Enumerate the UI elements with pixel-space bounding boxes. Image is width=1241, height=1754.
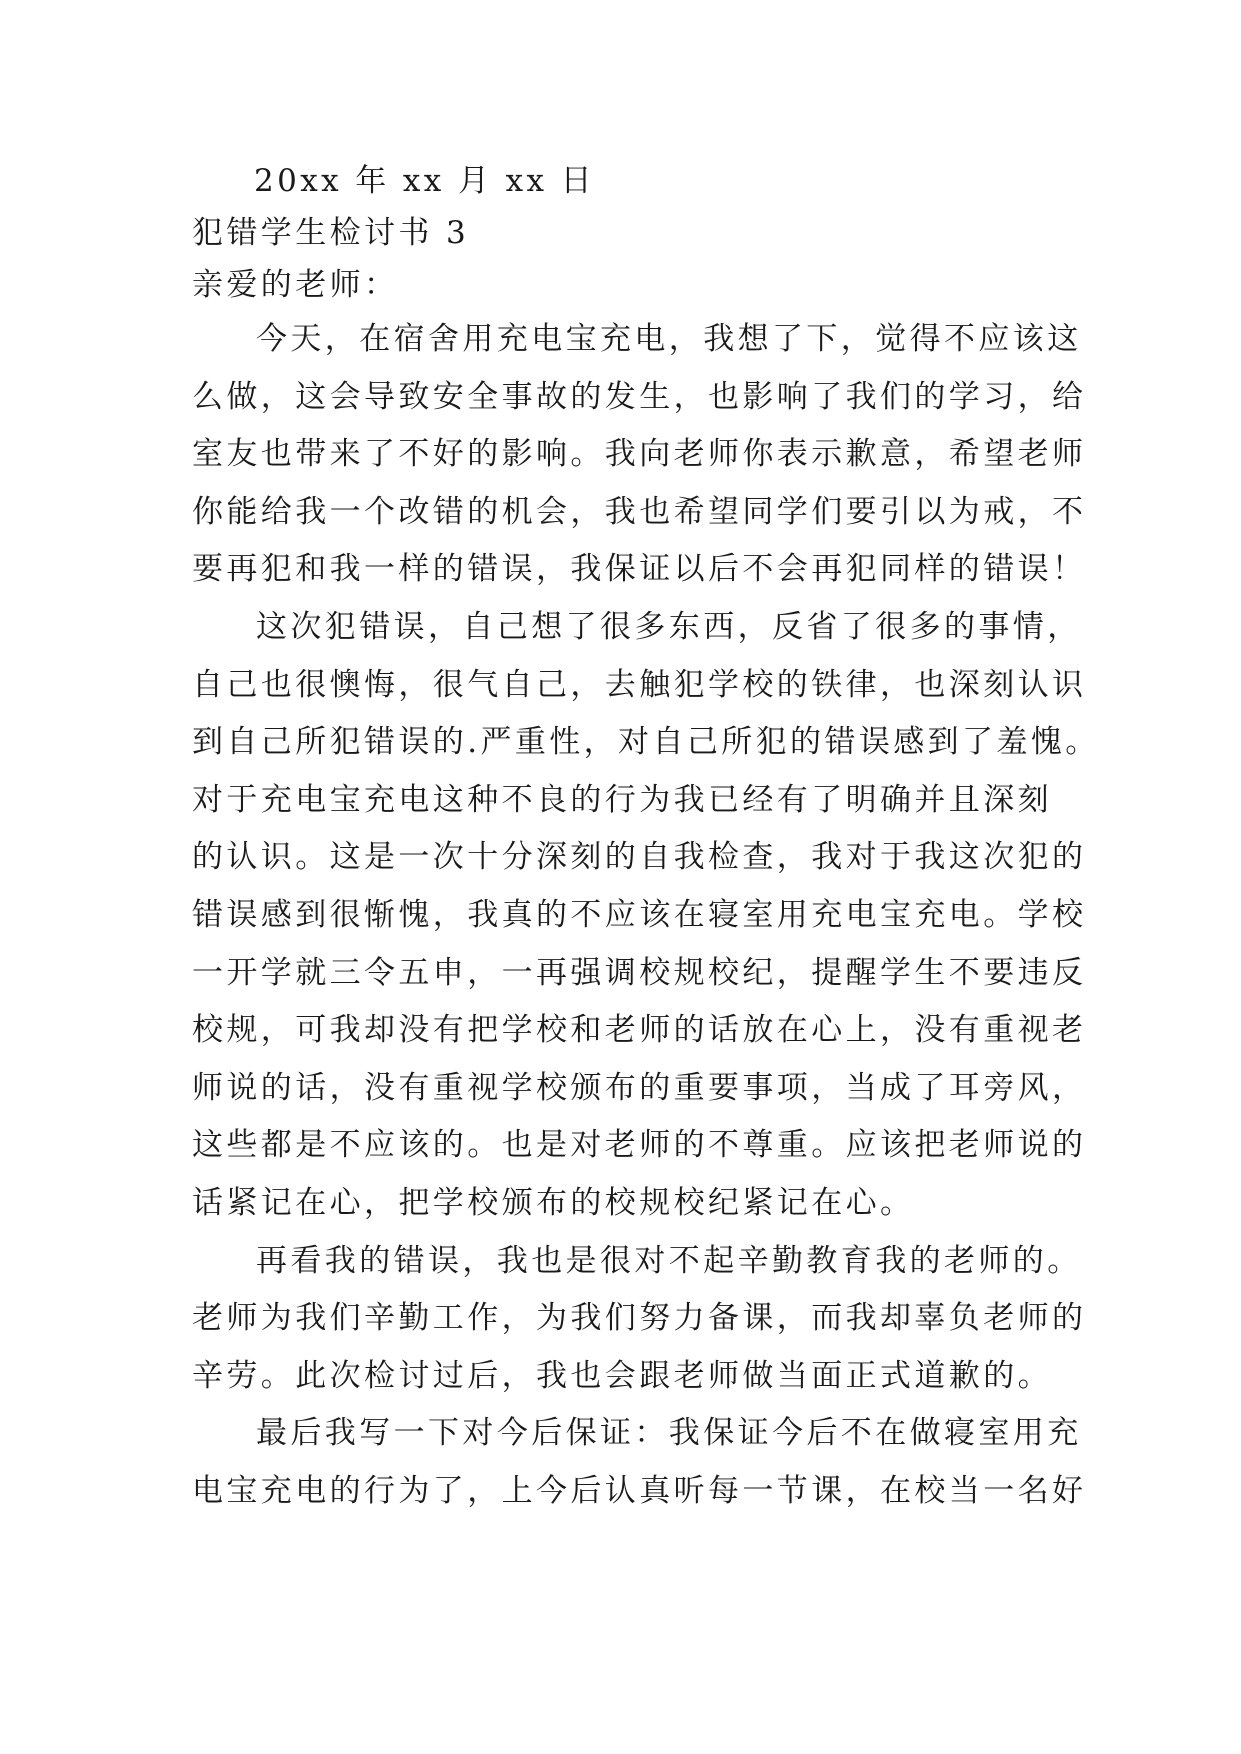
text-line: 今天，在宿舍用充电宝充电，我想了下，觉得不应该这: [256, 321, 1082, 357]
document-body: [192, 311, 1100, 1520]
text-line: 这次犯错误，自己想了很多东西，反省了很多的事情，: [256, 608, 1082, 645]
paragraph-2: [192, 599, 1100, 1233]
paragraph-4: [192, 1405, 1087, 1520]
text-line: 错误感到很惭愧，我真的不应该在寝室用充电宝充电。学校: [192, 896, 1087, 933]
text-line: 的认识。这是一次十分深刻的自我检查，我对于我这次犯的: [192, 839, 1087, 876]
text-line: 话紧记在心，把学校颁布的校规校纪紧记在心。: [192, 1184, 915, 1221]
text-line: 电宝充电的行为了，上今后认真听每一节课，在校当一名好: [192, 1472, 1087, 1509]
document-content: [192, 155, 1100, 1520]
text-line: 你能给我一个改错的机会，我也希望同学们要引以为戒，不: [192, 493, 1087, 530]
text-line: 一开学就三令五申，一再强调校规校纪，提醒学生不要违反: [192, 954, 1087, 991]
salutation: 亲爱的老师：: [192, 267, 399, 303]
text-line: 对于充电宝充电这种不良的行为我已经有了明确并且深刻: [192, 781, 1052, 818]
document-date: 20xx 年 xx 月 xx 日: [254, 163, 596, 199]
paragraph-3: [192, 1233, 1087, 1406]
paragraph-1: [192, 311, 1087, 599]
text-line: 校规，可我却没有把学校和老师的话放在心上，没有重视老: [192, 1012, 1087, 1049]
text-line: 师说的话，没有重视学校颁布的重要事项，当成了耳旁风，: [192, 1069, 1087, 1106]
text-line: 最后我写一下对今后保证：我保证今后不在做寝室用充: [256, 1415, 1082, 1452]
text-line: 辛劳。此次检讨过后，我也会跟老师做当面正式道歉的。: [192, 1357, 1052, 1394]
text-line: 这些都是不应该的。也是对老师的不尊重。应该把老师说的: [192, 1127, 1087, 1164]
text-line: 老师为我们辛勤工作，为我们努力备课，而我却辜负老师的: [192, 1300, 1087, 1337]
text-line: 自己也很懊悔，很气自己，去触犯学校的铁律，也深刻认识: [192, 666, 1087, 703]
text-line: 要再犯和我一样的错误，我保证以后不会再犯同样的错误！: [192, 551, 1087, 588]
text-line: 再看我的错误，我也是很对不起辛勤教育我的老师的。: [256, 1242, 1082, 1279]
text-line: 么做，这会导致安全事故的发生，也影响了我们的学习，给: [192, 378, 1087, 415]
text-line: 到自己所犯错误的.严重性，对自己所犯的错误感到了羞愧。: [192, 724, 1100, 761]
document-title: 犯错学生检讨书 3: [192, 215, 470, 251]
text-line: 室友也带来了不好的影响。我向老师你表示歉意，希望老师: [192, 436, 1087, 473]
